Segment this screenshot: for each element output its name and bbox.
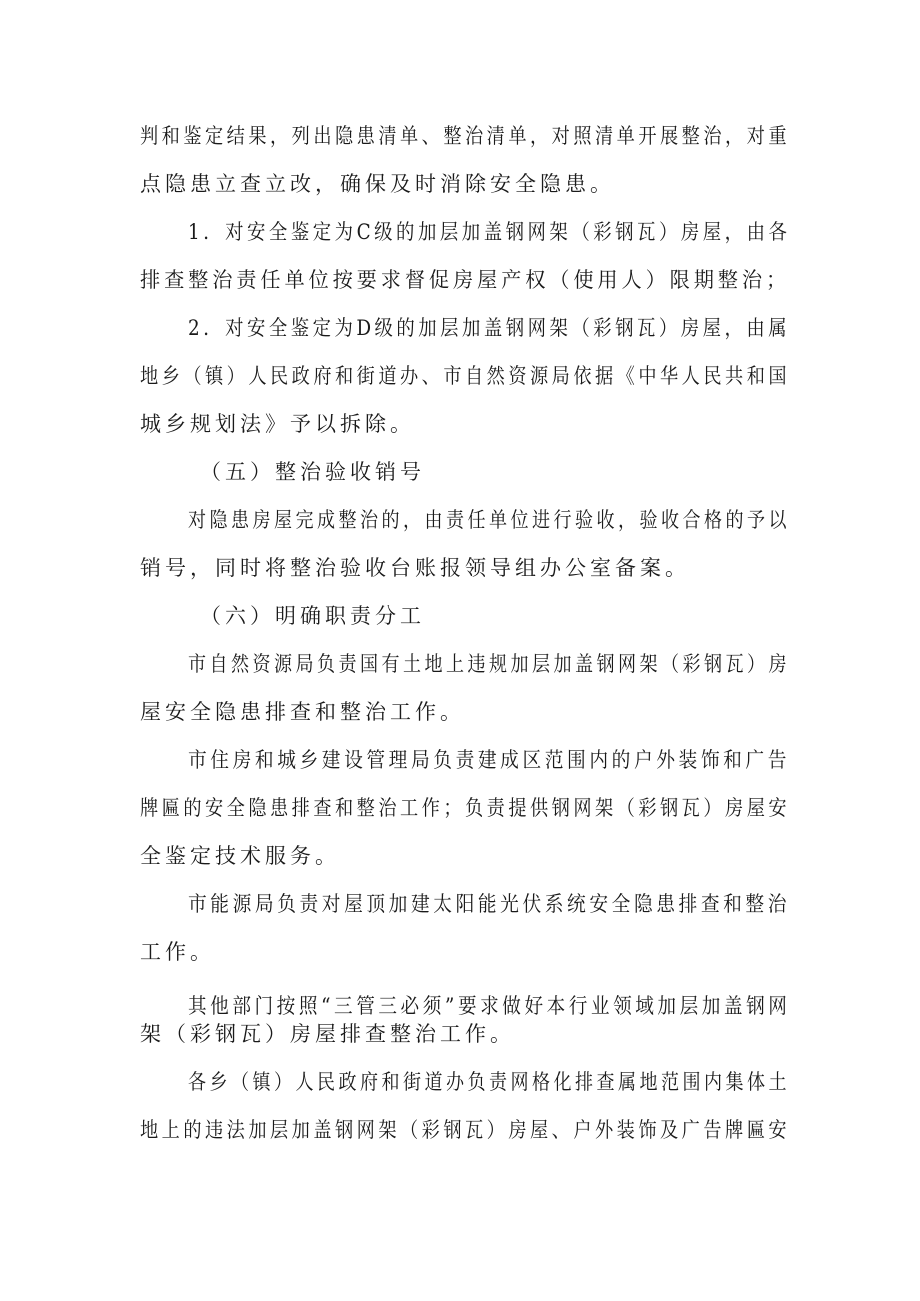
text-line: 市自然资源局负责国有土地上违规加层加盖钢网架（彩钢瓦）房 (188, 652, 790, 676)
text-line: 全鉴定技术服务。 (140, 844, 340, 868)
text-line: 市住房和城乡建设管理局负责建成区范围内的户外装饰和广告 (188, 748, 791, 772)
text-line: 点隐患立查立改，确保及时消除安全隐患。 (140, 172, 615, 196)
text-line: 销号，同时将整治验收台账报领导组办公室备案。 (140, 556, 690, 580)
text-line: 屋安全隐患排查和整治工作。 (140, 700, 465, 724)
text-line: 1．对安全鉴定为C级的加层加盖钢网架（彩钢瓦）房屋，由各 (188, 220, 791, 244)
section-heading: （六）明确职责分工 (200, 604, 425, 628)
text-line: 对隐患房屋完成整治的，由责任单位进行验收，验收合格的予以 (188, 508, 790, 532)
text-line: 各乡（镇）人民政府和街道办负责网格化排查属地范围内集体土 (188, 1070, 790, 1094)
text-line: 牌匾的安全隐患排查和整治工作；负责提供钢网架（彩钢瓦）房屋安 (140, 796, 791, 820)
text-line: 排查整治责任单位按要求督促房屋产权（使用人）限期整治； (140, 268, 791, 292)
text-line: 城乡规划法》予以拆除。 (140, 412, 415, 436)
section-heading: （五）整治验收销号 (200, 460, 425, 484)
text-line: 架（彩钢瓦）房屋排查整治工作。 (140, 1022, 515, 1046)
text-line: 判和鉴定结果，列出隐患清单、整治清单，对照清单开展整治，对重 (140, 124, 791, 148)
text-line: 地上的违法加层加盖钢网架（彩钢瓦）房屋、户外装饰及广告牌匾安 (140, 1118, 791, 1142)
text-line: 工作。 (140, 940, 215, 964)
text-line: 地乡（镇）人民政府和街道办、市自然资源局依据《中华人民共和国 (140, 364, 791, 388)
text-line: 其他部门按照“三管三必须”要求做好本行业领域加层加盖钢网 (188, 994, 791, 1018)
text-line: 市能源局负责对屋顶加建太阳能光伏系统安全隐患排查和整治 (188, 892, 791, 916)
text-line: 2．对安全鉴定为D级的加层加盖钢网架（彩钢瓦）房屋，由属 (188, 316, 791, 340)
